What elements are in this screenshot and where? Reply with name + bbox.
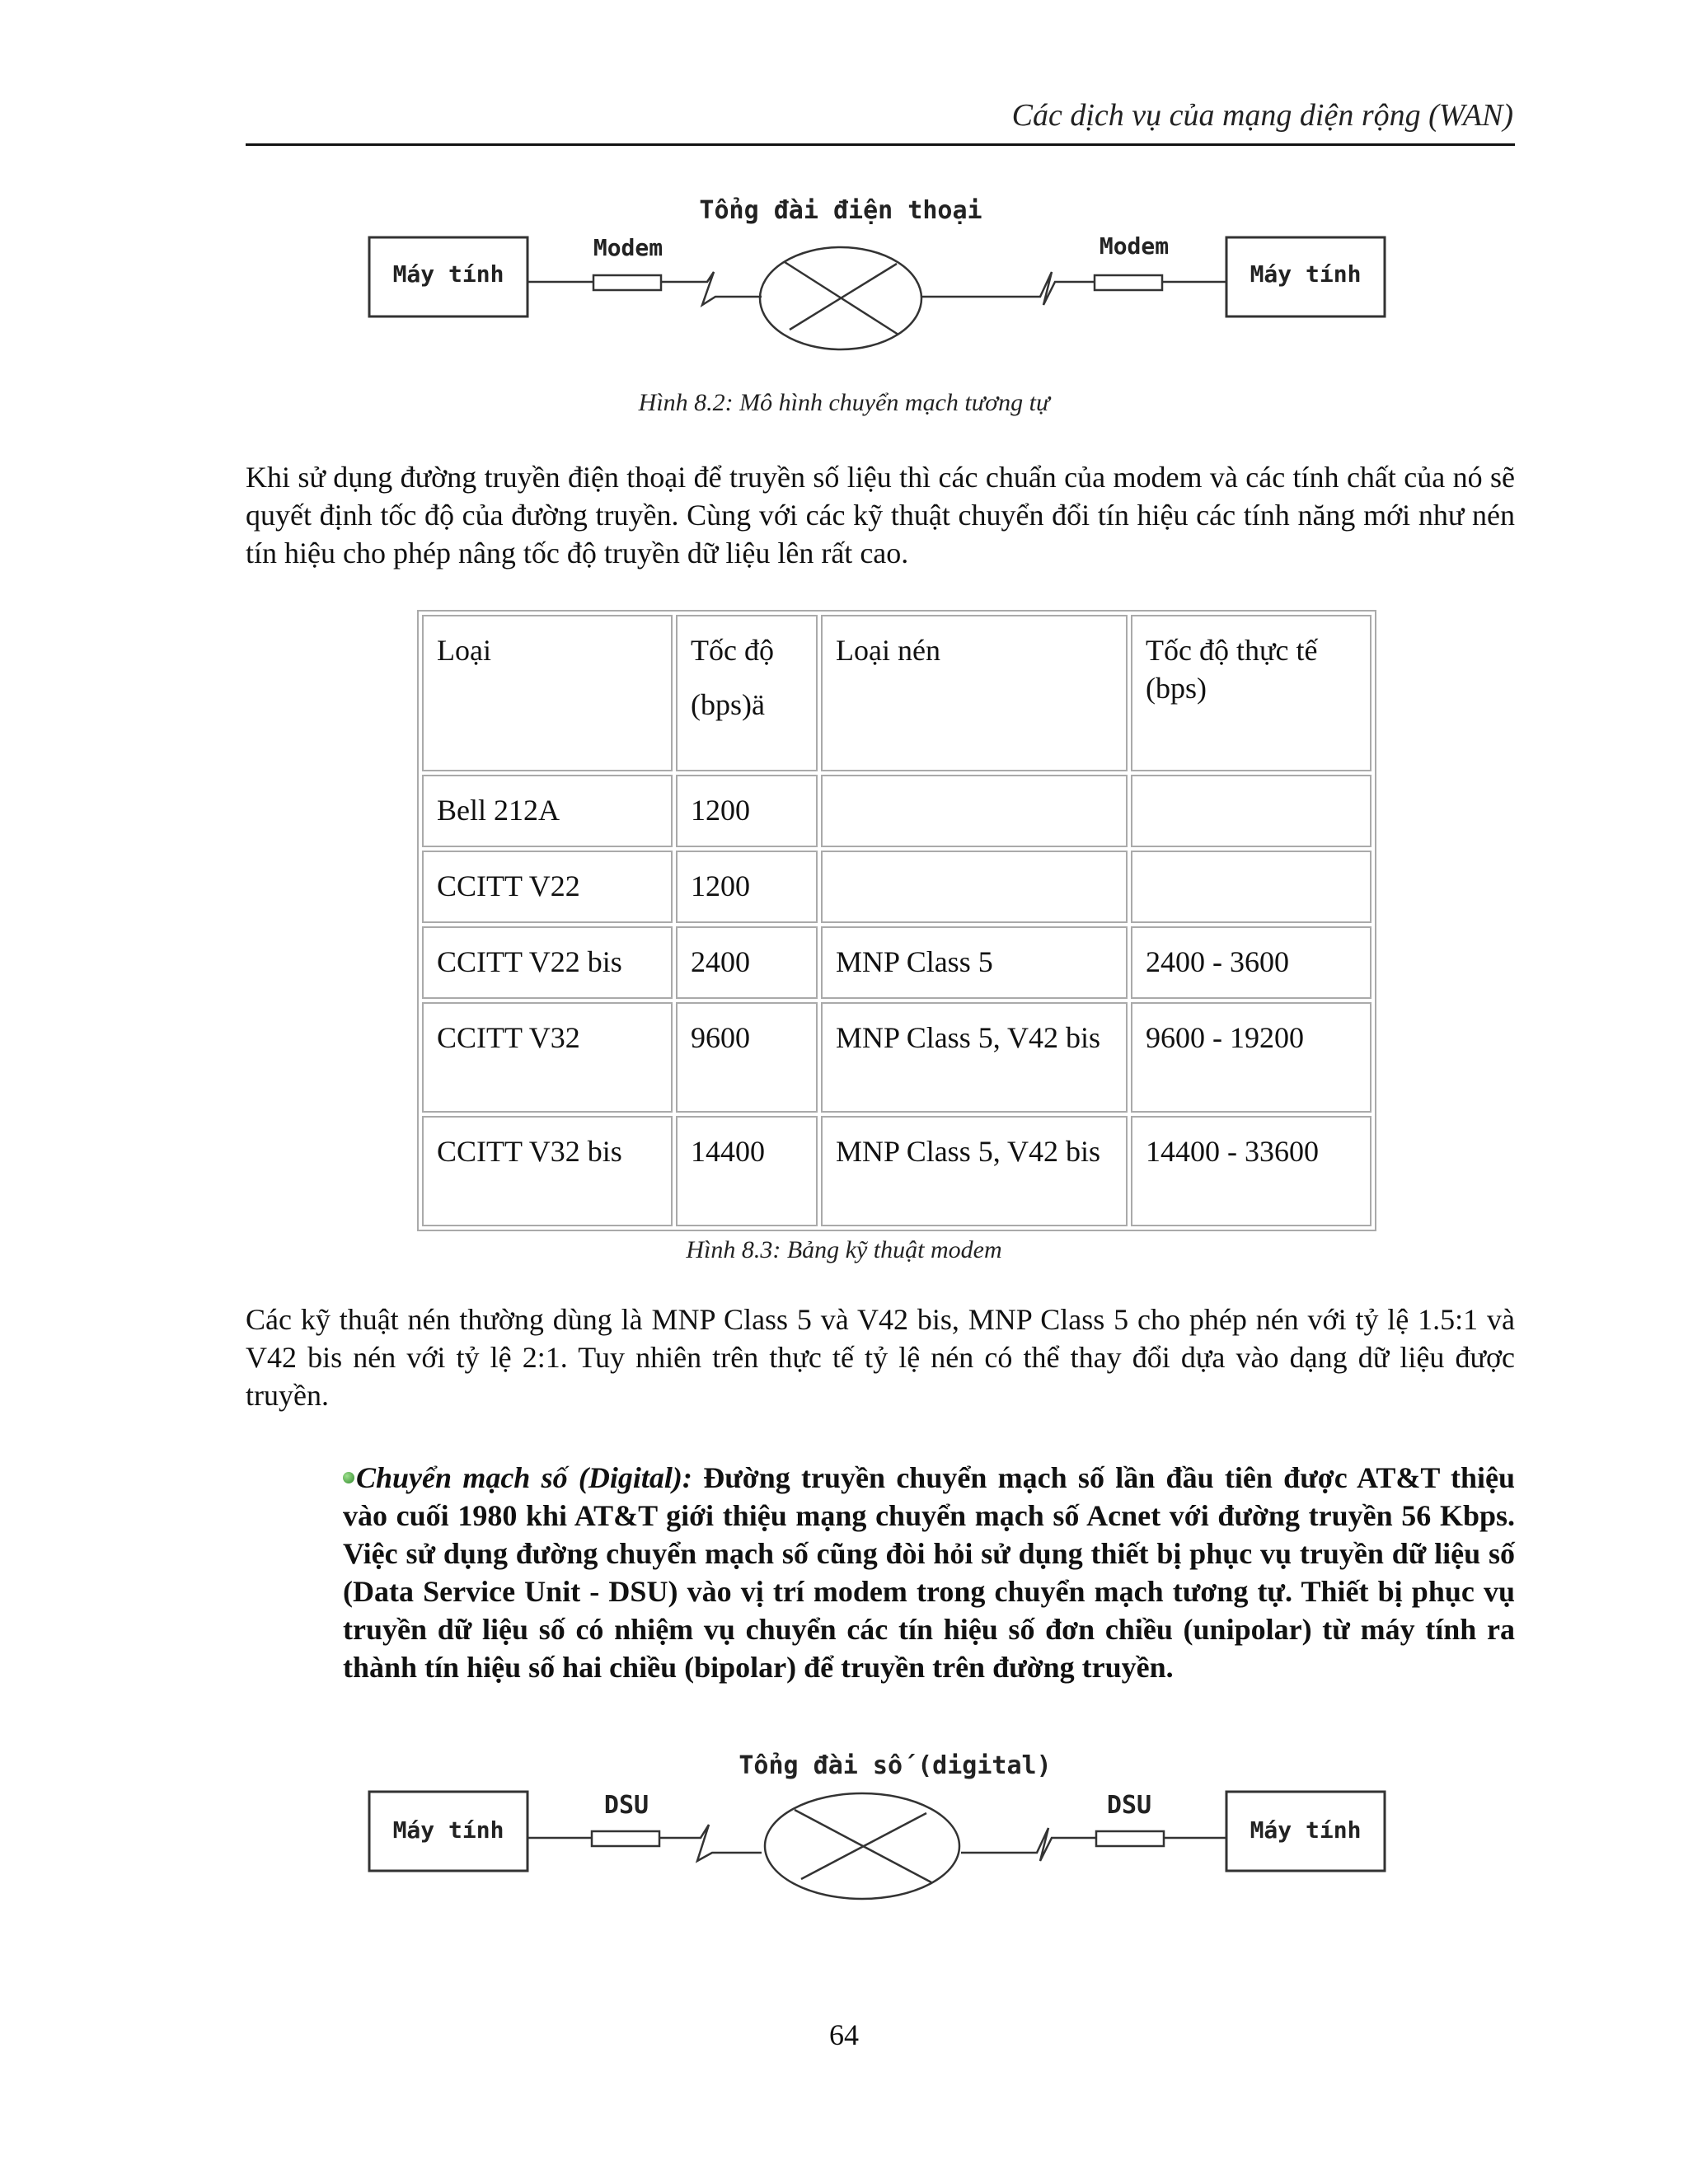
cell-compression: MNP Class 5, V42 bis <box>821 1002 1128 1113</box>
cell-speed: 9600 <box>676 1002 818 1113</box>
analog-left-modem-label: Modem <box>593 234 663 261</box>
header-speed-line1: Tốc độ <box>691 634 774 667</box>
cell-speed: 1200 <box>676 775 818 847</box>
cell-actual <box>1131 851 1372 923</box>
bullet-icon <box>343 1472 354 1483</box>
paragraph-modem-standards: Khi sử dụng đường truyền điện thoại để truyền số liệu thì các chuẩn của modem và các tính chất của nó sẽ quyết định tốc độ của đường truyền. Cùng với các kỹ thuật chuyển đổi tín hiệu các tính năng mới như nén tín hiệu cho phép nâng tốc độ truyền dữ liệu lên rất cao. <box>246 461 1515 569</box>
digital-switch-ellipse <box>765 1793 959 1899</box>
header-speed-line2: (bps)ä <box>691 688 765 721</box>
cell-type: CCITT V22 bis <box>422 926 673 999</box>
figure-8-3-caption: Hình 8.3: Bảng kỹ thuật modem <box>686 1236 1002 1263</box>
table-row <box>422 775 1372 847</box>
cell-compression: MNP Class 5, V42 bis <box>821 1116 1128 1226</box>
digital-right-computer-label: Máy tính <box>1250 1816 1362 1844</box>
cell-actual: 14400 - 33600 <box>1131 1116 1372 1226</box>
cell-speed: 2400 <box>676 926 818 999</box>
analog-switch-ellipse <box>760 247 921 349</box>
cell-actual: 9600 - 19200 <box>1131 1002 1372 1113</box>
digital-switching-paragraph <box>343 1459 1515 1686</box>
analog-right-computer-label: Máy tính <box>1250 260 1362 288</box>
modem-techniques-table <box>417 610 1376 1231</box>
header-type: Loại <box>422 615 673 771</box>
figure-8-2-caption: Hình 8.2: Mô hình chuyển mạch tương tự <box>638 389 1050 416</box>
digital-left-link <box>528 1825 762 1861</box>
digital-center-label: Tổng đài số (digital) <box>738 1751 1052 1780</box>
digital-switching-lead: Chuyển mạch số (Digital): <box>356 1461 692 1494</box>
analog-switching-diagram <box>0 190 1688 371</box>
page-number: 64 <box>829 2018 859 2051</box>
header-rule <box>246 143 1515 146</box>
header-actual-speed: Tốc độ thực tế (bps) <box>1131 615 1372 771</box>
paragraph-compression: Các kỹ thuật nén thường dùng là MNP Class 5 và V42 bis, MNP Class 5 cho phép nén với tỷ lệ 1.5:1 và V42 bis nén với tỷ lệ 2:1. Tuy nhiên trên thực tế tỷ lệ nén có thể thay đổi dựa vào dạng dữ liệu được truyền. <box>246 1303 1515 1412</box>
cell-compression: MNP Class 5 <box>821 926 1128 999</box>
cell-compression <box>821 775 1128 847</box>
digital-right-dsu-label: DSU <box>1106 1791 1152 1820</box>
cell-actual: 2400 - 3600 <box>1131 926 1372 999</box>
cell-type: Bell 212A <box>422 775 673 847</box>
cell-type: CCITT V32 bis <box>422 1116 673 1226</box>
digital-switching-body: Đường truyền chuyển mạch số lần đầu tiên được AT&T thiệu vào cuối 1980 khi AT&T giới thiệu mạng chuyển mạch số Acnet với đường truyền 56 Kbps. Việc sử dụng đường chuyển mạch số cũng đòi hỏi sử dụng thiết bị phục vụ truyền dữ liệu số (Data Service Unit - DSU) vào vị trí modem trong chuyển mạch tương tự. Thiết bị phục vụ truyền dữ liệu số có nhiệm vụ chuyển các tín hiệu số đơn chiều (unipolar) từ máy tính ra thành tín hiệu số hai chiều (bipolar) để truyền trên đường truyền. <box>343 1461 1516 1684</box>
cell-type: CCITT V32 <box>422 1002 673 1113</box>
cell-type: CCITT V22 <box>422 851 673 923</box>
digital-right-link <box>961 1828 1226 1861</box>
analog-right-link <box>921 272 1226 305</box>
table-header-row <box>422 615 1372 771</box>
analog-right-modem-label: Modem <box>1099 232 1170 260</box>
digital-switching-diagram <box>0 1747 1688 1896</box>
digital-left-computer-label: Máy tính <box>392 1816 504 1844</box>
running-header-title: Các dịch vụ của mạng diện rộng (WAN) <box>1011 98 1513 133</box>
digital-left-dsu-label: DSU <box>603 1791 649 1820</box>
table-row <box>422 1116 1372 1226</box>
cell-actual <box>1131 775 1372 847</box>
cell-speed: 14400 <box>676 1116 818 1226</box>
cell-speed: 1200 <box>676 851 818 923</box>
analog-left-link <box>528 272 762 305</box>
table-row <box>422 851 1372 923</box>
header-speed <box>676 615 818 771</box>
table-row <box>422 1002 1372 1113</box>
table-row <box>422 926 1372 999</box>
header-compression: Loại nén <box>821 615 1128 771</box>
analog-left-computer-label: Máy tính <box>392 260 504 288</box>
cell-compression <box>821 851 1128 923</box>
analog-center-label: Tổng đài điện thoại <box>699 196 982 225</box>
